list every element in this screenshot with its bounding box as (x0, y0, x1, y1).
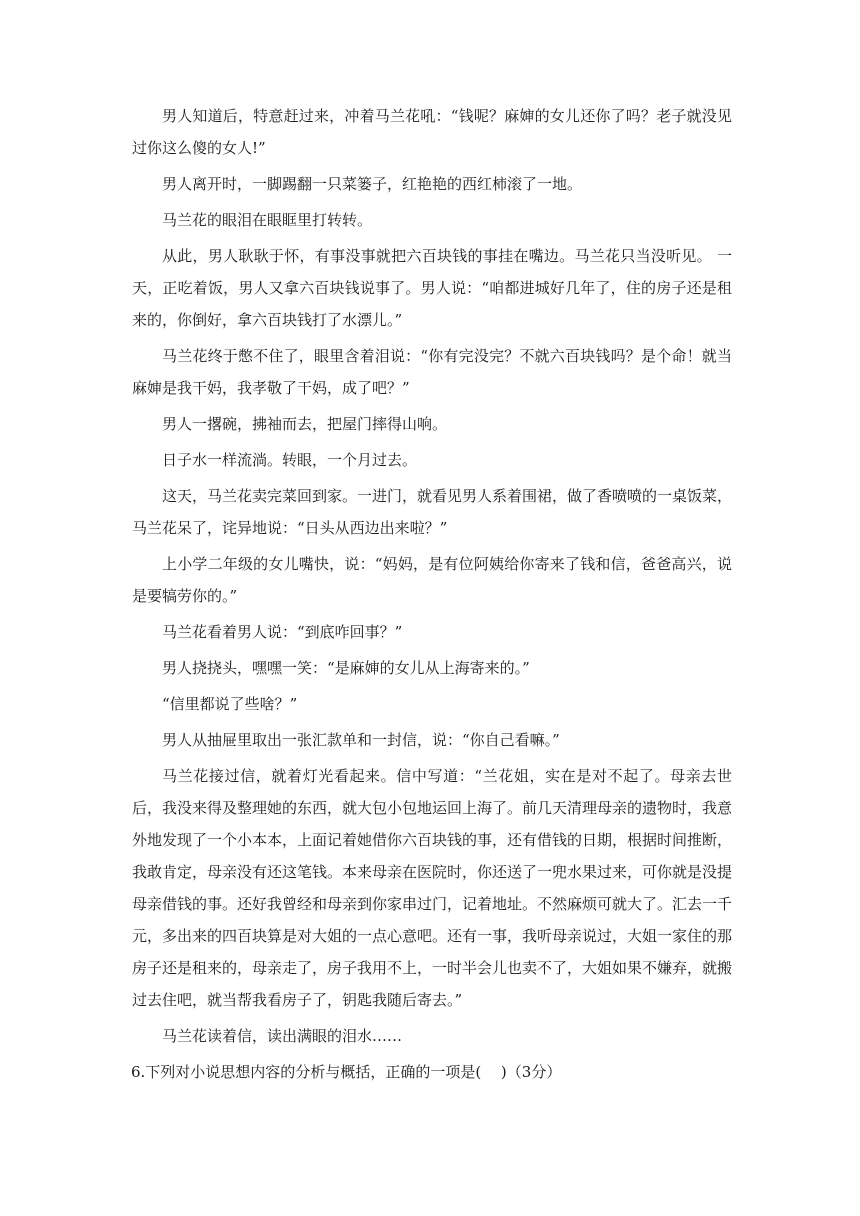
question-6: 6.下列对小说思想内容的分析与概括，正确的一项是( )（3分） (131, 1063, 562, 1081)
paragraph-4: 从此，男人耿耿于怀，有事没事就把六百块钱的事挂在嘴边。马兰花只当没听见。 一天，正吃着饭，男人又拿六百块钱说事了。男人说：“咱都进城好几年了，住的房子还是租来的，你倒好，拿六百块钱打了水漂儿。” (132, 247, 732, 329)
paragraph-3: 马兰花的眼泪在眼眶里打转转。 (162, 211, 373, 229)
paragraph-13: 男人从抽屉里取出一张汇款单和一封信，说：“你自己看嘛。” (162, 731, 560, 749)
paragraph-15: 马兰花读着信，读出满眼的泪水…… (162, 1027, 403, 1045)
paragraph-1: 男人知道后，特意赶过来，冲着马兰花吼：“钱呢？麻婶的女儿还你了吗？老子就没见过你这么傻的女人!” (132, 107, 732, 157)
paragraph-12: “信里都说了些啥？” (162, 695, 298, 713)
paragraph-6: 男人一撂碗，拂袖而去，把屋门摔得山响。 (162, 415, 448, 433)
paragraph-8: 这天，马兰花卖完菜回到家。一进门，就看见男人系着围裙，做了香喷喷的一桌饭菜，马兰花呆了，诧异地说：“日头从西边出来啦？” (132, 487, 733, 537)
paragraph-11: 男人挠挠头，嘿嘿一笑：“是麻婶的女儿从上海寄来的。” (162, 659, 530, 677)
paragraph-14: 马兰花接过信，就着灯光看起来。信中写道：“兰花姐，实在是对不起了。母亲去世后，我没来得及整理她的东西，就大包小包地运回上海了。前几天清理母亲的遗物时，我意外地发现了一个小本本，上面记着她借你六百块钱的事，还有借钱的日期，根据时间推断，我敢肯定，母亲没有还这笔钱。本来母亲在医院时，你还送了一兜水果过来，可你就是没提母亲借钱的事。还好我曾经和母亲到你家串过门，记着地址。不然麻烦可就大了。汇去一千元，多出来的四百块算是对大姐的一点心意吧。还有一事，我听母亲说过，大姐一家住的那房子还是租来的，母亲走了，房子我用不上，一时半会儿也卖不了，大姐如果不嫌弃，就搬过去住吧，就当帮我看房子了，钥匙我随后寄去。” (132, 767, 733, 1009)
paragraph-9: 上小学二年级的女儿嘴快，说：“妈妈，是有位阿姨给你寄来了钱和信，爸爸高兴，说是要犒劳你的。” (132, 555, 732, 605)
document-page (132, 100, 732, 1088)
paragraph-7: 日子水一样流淌。转眼，一个月过去。 (162, 451, 418, 469)
paragraph-10: 马兰花看着男人说：“到底咋回事？” (162, 623, 403, 641)
paragraph-2: 男人离开时，一脚踢翻一只菜篓子，红艳艳的西红柿滚了一地。 (162, 175, 583, 193)
paragraph-5: 马兰花终于憋不住了，眼里含着泪说：“你有完没完？不就六百块钱吗？是个命！就当麻婶是我干妈，我孝敬了干妈，成了吧？” (132, 347, 732, 397)
